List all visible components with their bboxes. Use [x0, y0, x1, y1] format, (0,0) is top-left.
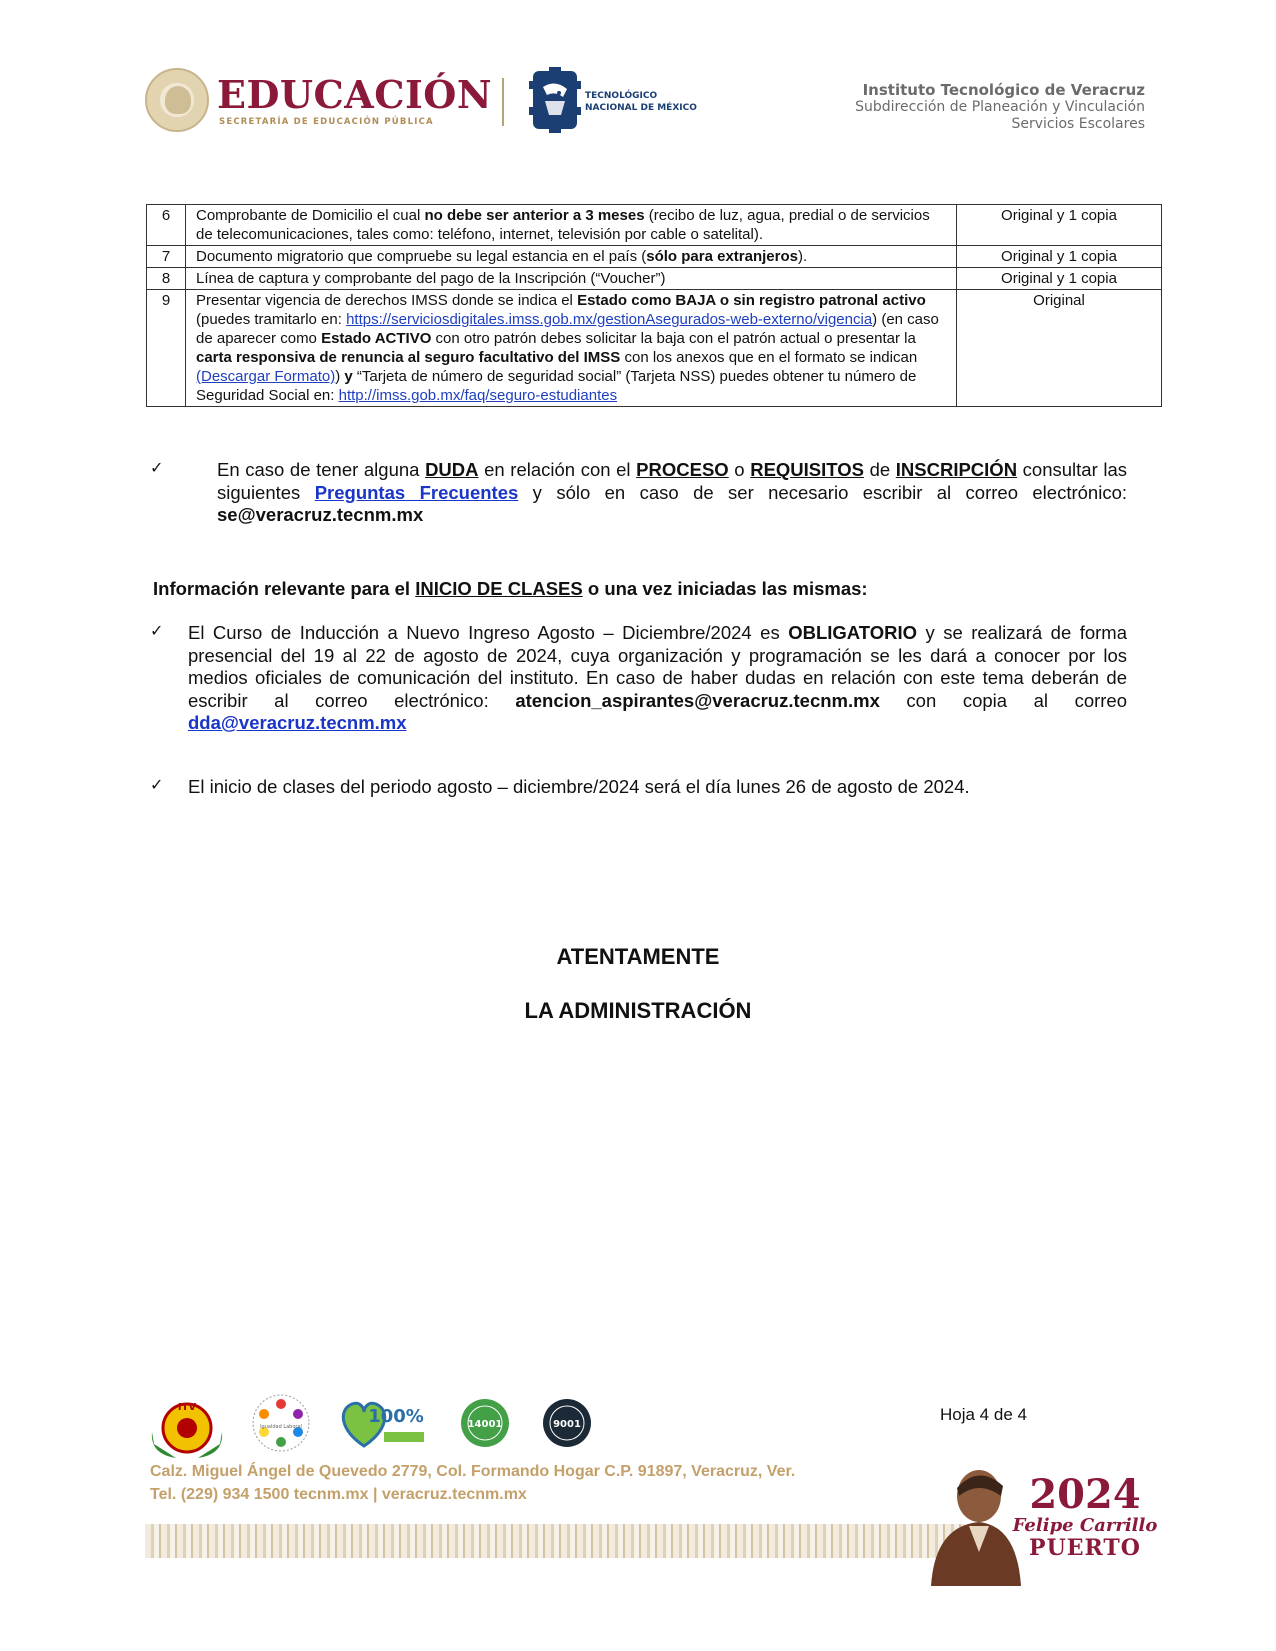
mexico-seal-icon [145, 68, 209, 132]
induction-paragraph: El Curso de Inducción a Nuevo Ingreso Agosto – Diciembre/2024 es OBLIGATORIO y se realizará de forma presencial del 19 al 22 de agosto de 2024, cuya organización y programación se les dará a conocer por los medios oficiales de comunicación del instituto. En caso de haber dudas en relación con este tema deberán de escribir al correo electrónico: atencion_aspirantes@veracruz.tecnm.mx con copia al correo dda@veracruz.tecnm.mx [188, 622, 1128, 733]
aspirants-email: atencion_aspirantes@veracruz.tecnm.mx [515, 689, 880, 711]
page-number: Hoja 4 de 4 [940, 1405, 1027, 1424]
classes-start-paragraph: El inicio de clases del periodo agosto – diciembre/2024 será el día lunes 26 de agosto de 2024. [188, 776, 970, 797]
checkmark-icon: ✓ [150, 621, 164, 640]
anniversary-logo [1010, 1471, 1160, 1561]
header-divider [502, 78, 504, 126]
tecnm-logo-icon [529, 67, 581, 133]
table-row [147, 268, 1162, 290]
requirement-text: Presentar vigencia de derechos IMSS donde se indica el Estado como BAJA o sin registro patronal activo (puedes tramitarlo en: https://serviciosdigitales.imss.gob.mx/gestionAsegurados-web-externo/vigencia) (en caso de aparecer como Estado ACTIVO con otro patrón debes solicitar la baja con el patrón actual o presentar la carta responsiva de renuncia al seguro facultativo del IMSS con los anexos que en el formato se indican (Descargar Formato)) y “Tarjeta de número de seguridad social” (Tarjeta NSS) puedes obtener tu número de Seguridad Social en: http://imss.gob.mx/faq/seguro-estudiantes [186, 290, 957, 407]
row-number: 9 [147, 290, 186, 407]
sep-logo-subtitle: SECRETARÍA DE EDUCACIÓN PÚBLICA [219, 117, 434, 127]
doubt-note: En caso de tener alguna DUDA en relación con el PROCESO o REQUISITOS de INSCRIPCIÓN consultar las siguientes Preguntas Frecuentes y sólo en caso de ser necesario escribir al correo electrónico: se@veracruz.tecnm.mx [217, 459, 1127, 525]
institution-header [855, 81, 1145, 133]
svg-text:9001: 9001 [553, 1419, 581, 1430]
requirement-text: Línea de captura y comprobante del pago de la Inscripción (“Voucher”) [186, 268, 957, 290]
tecnm-logo-text [585, 90, 697, 114]
imss-vigencia-link[interactable]: https://serviciosdigitales.imss.gob.mx/gestionAsegurados-web-externo/vigencia [346, 311, 873, 328]
svg-text:100%: 100% [368, 1406, 424, 1427]
itv-logo-icon [146, 1392, 228, 1462]
tecnm-line1: TECNOLÓGICO [585, 91, 658, 101]
plastic-free-logo-icon [334, 1392, 430, 1454]
svg-text:ITV: ITV [177, 1402, 197, 1413]
copies-required: Original y 1 copia [957, 205, 1162, 246]
copies-required: Original [957, 290, 1162, 407]
requirements-table [146, 204, 1162, 407]
iso-14001-badge-icon [458, 1392, 512, 1454]
checkmark-icon: ✓ [150, 775, 164, 794]
iso-9001-badge-icon [540, 1392, 594, 1454]
closing-salutation: ATENTAMENTE [556, 944, 720, 969]
office-name: Servicios Escolares [1011, 116, 1145, 132]
svg-text:Igualdad Laboral: Igualdad Laboral [260, 1424, 302, 1430]
sep-logo [145, 66, 493, 138]
sep-logo-word: EDUCACIÓN [217, 72, 493, 117]
copies-required: Original y 1 copia [957, 246, 1162, 268]
requirement-text: Documento migratorio que compruebe su legal estancia en el país (sólo para extranjeros). [186, 246, 957, 268]
requirement-text: Comprobante de Domicilio el cual no debe ser anterior a 3 meses (recibo de luz, agua, predial o de servicios de telecomunicaciones, tales como: teléfono, internet, televisión por cable o satelital). [186, 205, 957, 246]
closing-signature: LA ADMINISTRACIÓN [524, 998, 752, 1023]
checkmark-icon: ✓ [150, 458, 164, 477]
table-row [147, 205, 1162, 246]
row-number: 7 [147, 246, 186, 268]
svg-text:14001: 14001 [467, 1419, 503, 1430]
anniversary-name: Felipe Carrillo [1012, 1515, 1158, 1536]
decorative-border [145, 1524, 965, 1558]
anniversary-surname: PUERTO [1029, 1535, 1141, 1561]
imss-students-link[interactable]: http://imss.gob.mx/faq/seguro-estudiantes [338, 387, 618, 404]
download-format-link[interactable]: (Descargar Formato) [196, 368, 336, 385]
anniversary-year: 2024 [1029, 1471, 1141, 1518]
felipe-carrillo-portrait-icon [925, 1466, 1021, 1586]
footer-address: Calz. Miguel Ángel de Quevedo 2779, Col. Formando Hogar C.P. 91897, Veracruz, Ver. [150, 1463, 796, 1480]
institute-name: Instituto Tecnológico de Veracruz [862, 81, 1145, 99]
copies-required: Original y 1 copia [957, 268, 1162, 290]
section-heading: Información relevante para el INICIO DE CLASES o una vez iniciadas las mismas: [153, 578, 868, 599]
table-row [147, 246, 1162, 268]
row-number: 8 [147, 268, 186, 290]
tecnm-line2: NACIONAL DE MÉXICO [585, 103, 697, 113]
row-number: 6 [147, 205, 186, 246]
support-email: se@veracruz.tecnm.mx [217, 504, 424, 525]
footer-contact: Tel. (229) 934 1500 tecnm.mx | veracruz.tecnm.mx [150, 1486, 527, 1503]
table-row [147, 290, 1162, 407]
faq-link[interactable]: Preguntas Frecuentes [314, 481, 519, 503]
equality-certification-icon [250, 1392, 312, 1454]
dda-email-link[interactable]: dda@veracruz.tecnm.mx [188, 712, 407, 733]
department-name: Subdirección de Planeación y Vinculación [855, 99, 1145, 115]
